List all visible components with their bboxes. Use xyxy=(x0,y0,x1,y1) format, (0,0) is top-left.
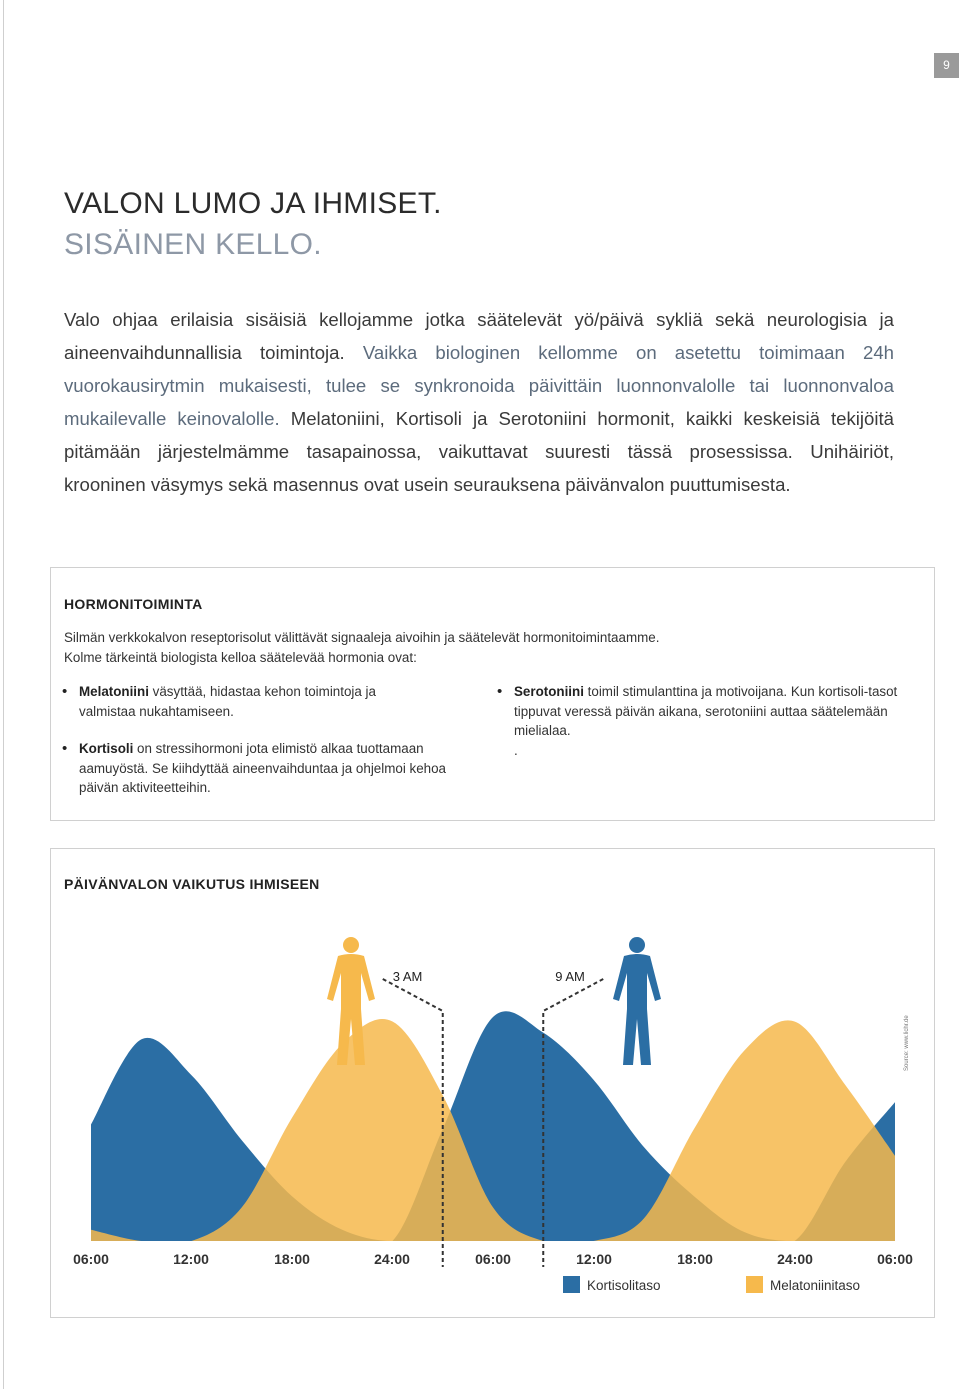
hormone-name: Serotoniini xyxy=(514,684,584,699)
hormone-name: Melatoniini xyxy=(79,684,149,699)
hormone-text: väsyttää, hidastaa kehon toimintoja ja valmistaa nukahtamiseen. xyxy=(79,684,376,719)
page-number: 9 xyxy=(934,53,959,78)
chart-heading: PÄIVÄNVALON VAIKUTUS IHMISEEN xyxy=(64,876,320,892)
legend-label: Melatoniinitaso xyxy=(770,1278,861,1293)
person-figure-icon xyxy=(613,937,661,1065)
bullet-dot: • xyxy=(62,683,68,700)
x-tick-label: 18:00 xyxy=(677,1251,713,1267)
page-edge-rule xyxy=(3,0,4,1389)
chart-box xyxy=(50,848,935,1318)
hormone-intro xyxy=(64,628,904,667)
x-tick-label: 06:00 xyxy=(475,1251,511,1267)
hormone-text: toimil stimulanttina ja motivoijana. Kun kortisoli-tasot tippuvat veressä päivän aikana, serotoniini auttaa säätelemään mielialaa. xyxy=(514,684,898,738)
page-title xyxy=(64,183,442,265)
x-tick-label: 06:00 xyxy=(73,1251,109,1267)
marker-label: 3 AM xyxy=(392,969,423,984)
hormone-heading: HORMONITOIMINTA xyxy=(64,596,203,612)
hormone-name: Kortisoli xyxy=(79,741,134,756)
x-tick-label: 12:00 xyxy=(173,1251,209,1267)
hormone-item-serotonin xyxy=(497,682,909,760)
hormone-chart xyxy=(51,849,934,1317)
bullet-dot: • xyxy=(497,683,503,700)
marker-label: 9 AM xyxy=(555,969,585,984)
hormone-item-melatonin xyxy=(62,682,429,721)
x-tick-label: 24:00 xyxy=(374,1251,410,1267)
hormone-intro-line-2: Kolme tärkeintä biologista kelloa säätelevää hormonia ovat: xyxy=(64,649,417,665)
x-tick-label: 12:00 xyxy=(576,1251,612,1267)
x-tick-label: 24:00 xyxy=(777,1251,813,1267)
hormone-box xyxy=(50,567,935,821)
intro-part-1: Valo ohjaa erilaisia sisäisiä kellojamme jotka säätelevät yö/päivä sykliä sekä neurologisia ja aineenvaihdunnallisia toimintoja. xyxy=(64,309,894,363)
bullet-dot: • xyxy=(62,740,68,757)
title-line-2: SISÄINEN KELLO. xyxy=(64,228,322,261)
legend-swatch xyxy=(746,1276,763,1293)
x-tick-label: 18:00 xyxy=(274,1251,310,1267)
title-line-1: VALON LUMO JA IHMISET. xyxy=(64,187,442,220)
hormone-item-cortisol xyxy=(62,739,479,798)
intro-part-3: Melatoniini, Kortisoli ja Serotoniini hormonit, kaikki keskeisiä tekijöitä pitämään järjestelmämme tasapainossa, vaikuttavat suuresti tässä prosessissa. Unihäiriöt, krooninen väsymys sekä masennus ovat usein seurauksena päivänvalon puuttumisesta. xyxy=(64,408,895,495)
chart-source-note: Source: www.lichr.de xyxy=(904,1015,910,1071)
hormone-intro-line-1: Silmän verkkokalvon reseptorisolut välittävät signaaleja aivoihin ja säätelevät hormonitoimintaamme. xyxy=(64,630,660,645)
intro-paragraph xyxy=(64,303,894,501)
legend-label: Kortisolitaso xyxy=(587,1278,661,1293)
intro-part-2: Vaikka biologinen kellomme on asetettu toimimaan 24h vuorokausirytmin mukaisesti, tulee se synkronoida päivittäin luonnonvalolle tai luonnonvaloa mukailevalle keinovalolle. xyxy=(64,342,895,429)
hormone-trailing-dot: . xyxy=(514,742,518,758)
x-tick-label: 06:00 xyxy=(877,1251,913,1267)
legend-swatch xyxy=(563,1276,580,1293)
hormone-text: on stressihormoni jota elimistö alkaa tuottamaan aamuyöstä. Se kiihdyttää aineenvaihduntaa ja ohjelmoi kehoa päivän aktiviteetteihin. xyxy=(79,741,447,795)
